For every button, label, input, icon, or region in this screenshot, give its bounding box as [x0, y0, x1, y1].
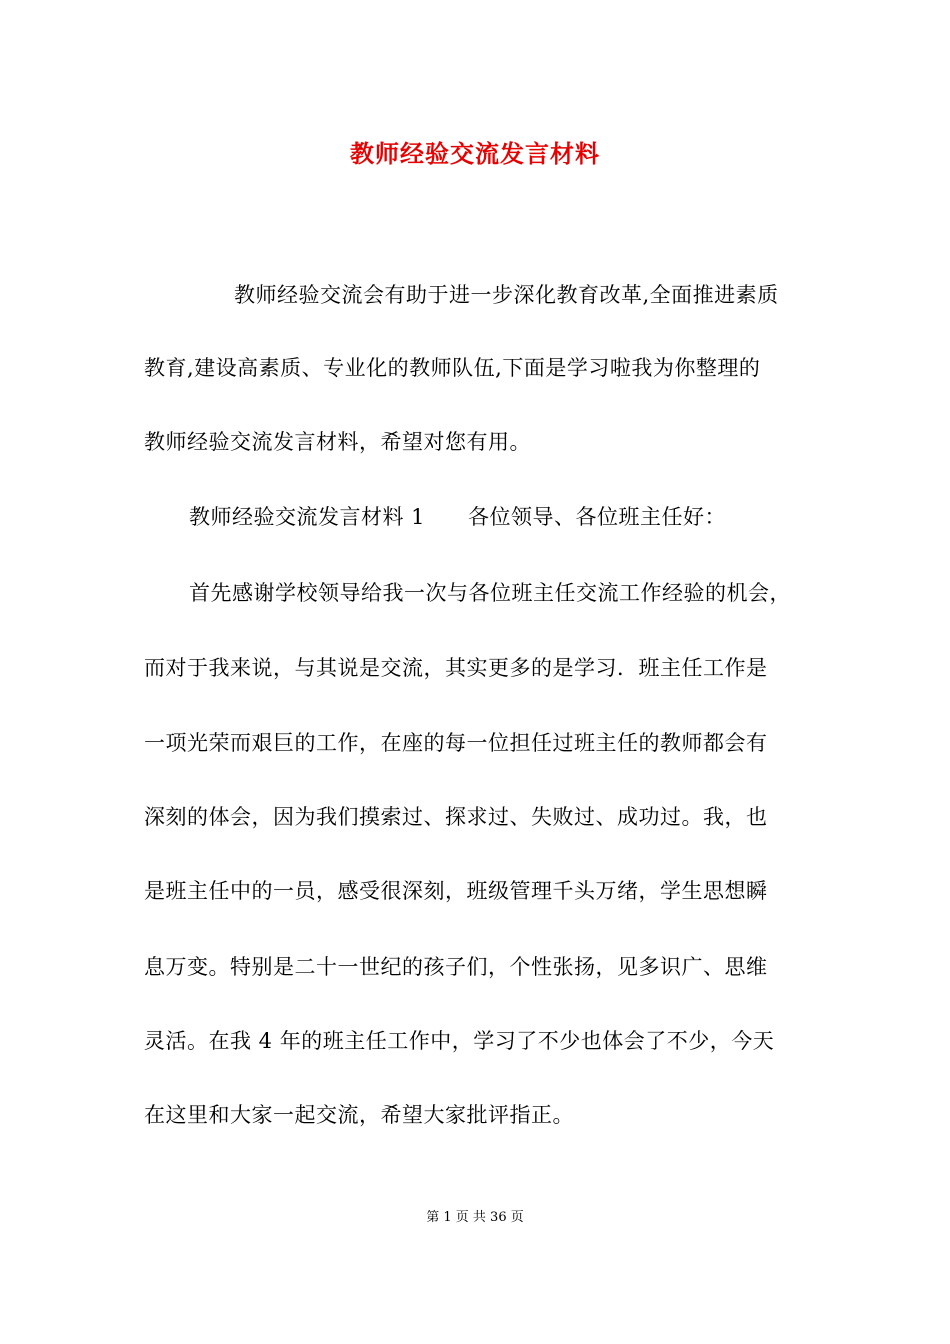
paragraph-line-1: 教师经验交流会有助于进一步深化教育改革,全面推进素质 — [234, 283, 779, 307]
paragraph-line-7: 一项光荣而艰巨的工作，在座的每一位担任过班主任的教师都会有 — [144, 731, 768, 755]
paragraph-line-6: 而对于我来说，与其说是交流，其实更多的是学习．班主任工作是 — [144, 656, 768, 680]
paragraph-line-12: 在这里和大家一起交流，希望大家批评指正。 — [144, 1103, 574, 1127]
paragraph-line-10: 息万变。特别是二十一世纪的孩子们，个性张扬，见多识广、思维 — [144, 955, 768, 979]
document-title: 教师经验交流发言材料 — [350, 139, 600, 168]
paragraph-line-4: 教师经验交流发言材料 1 各位领导、各位班主任好： — [189, 505, 727, 529]
paragraph-line-2: 教育,建设高素质、专业化的教师队伍,下面是学习啦我为你整理的 — [144, 356, 761, 380]
paragraph-line-5: 首先感谢学校领导给我一次与各位班主任交流工作经验的机会， — [189, 581, 791, 605]
paragraph-line-11: 灵活。在我 4 年的班主任工作中，学习了不少也体会了不少，今天 — [144, 1029, 775, 1053]
page-number-footer: 第 1 页 共 36 页 — [426, 1210, 524, 1225]
paragraph-line-3: 教师经验交流发言材料，希望对您有用。 — [144, 430, 531, 454]
paragraph-line-9: 是班主任中的一员，感受很深刻，班级管理千头万绪，学生思想瞬 — [144, 879, 768, 903]
paragraph-line-8: 深刻的体会，因为我们摸索过、探求过、失败过、成功过。我，也 — [144, 805, 768, 829]
